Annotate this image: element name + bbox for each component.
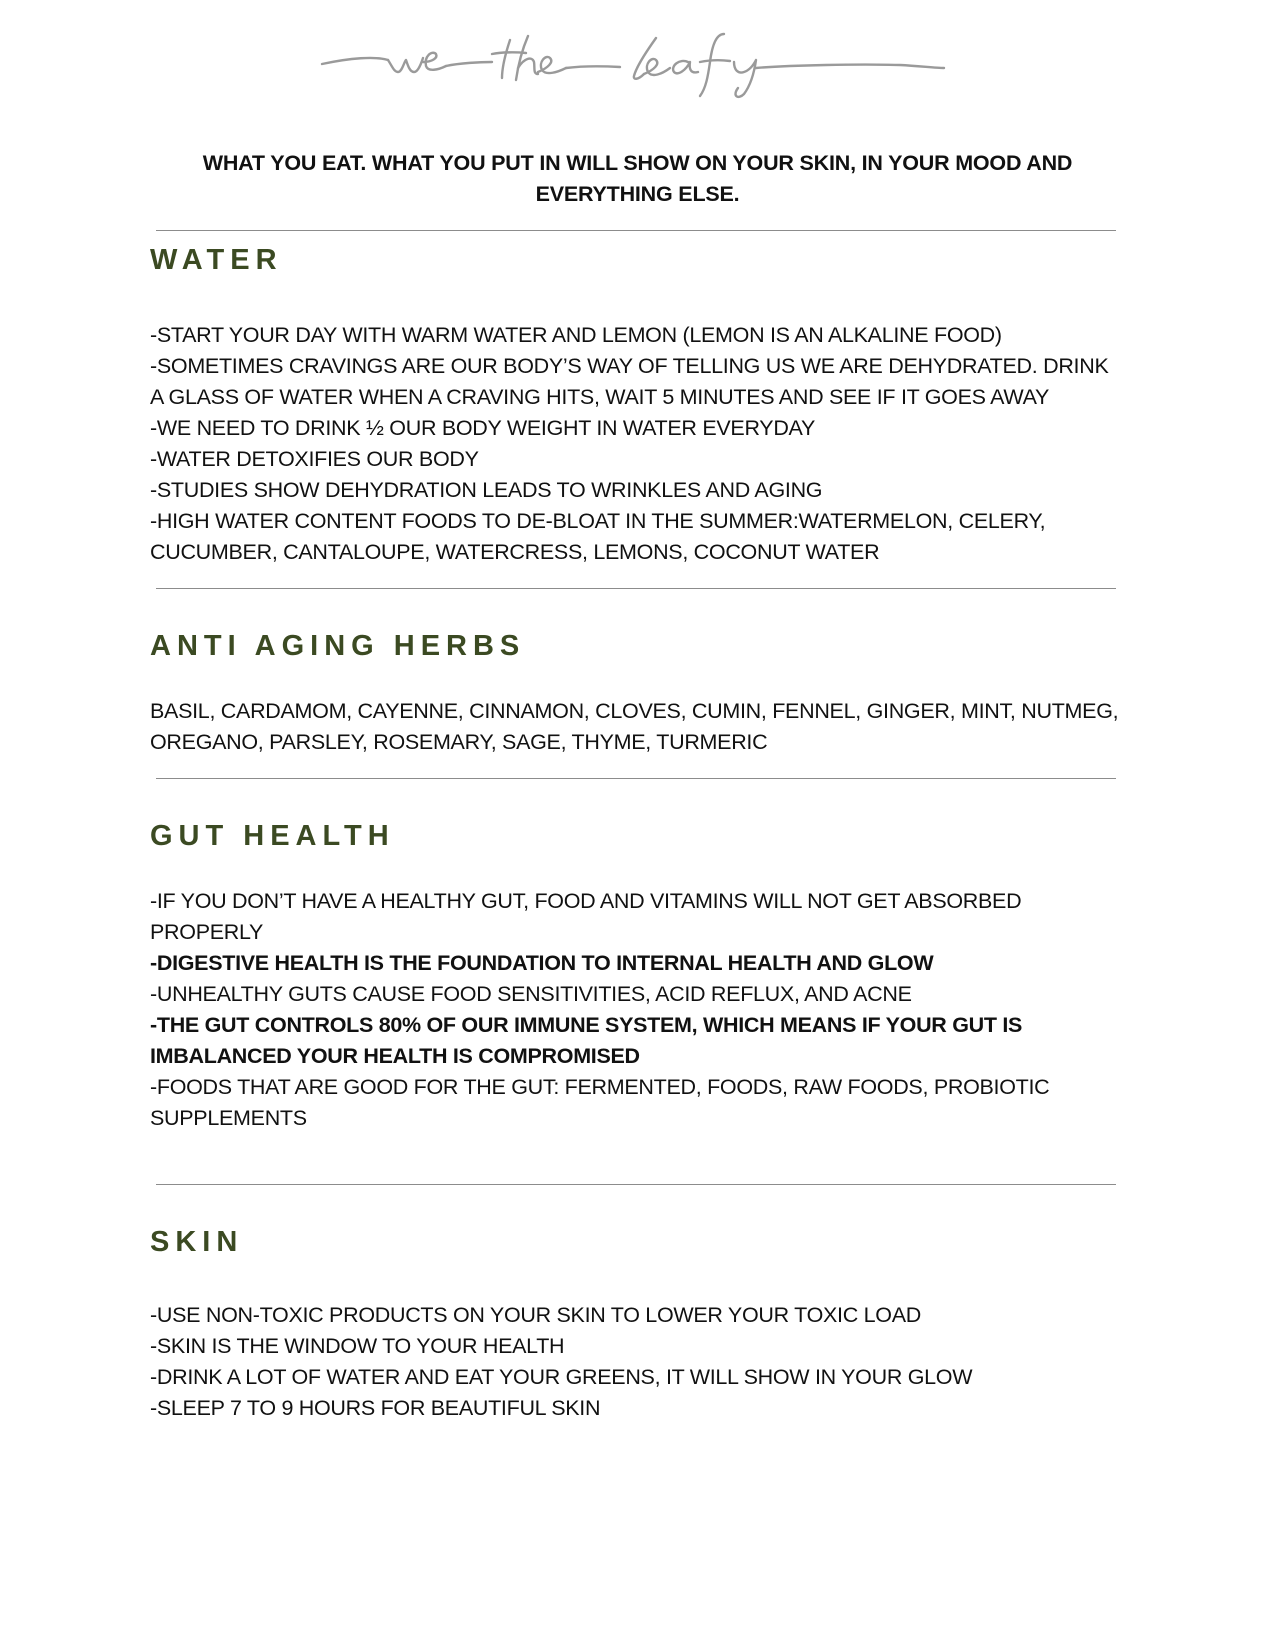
section-herbs-body [150,696,1125,758]
list-item: -DIGESTIVE HEALTH IS THE FOUNDATION TO INTERNAL HEALTH AND GLOW [150,951,934,975]
list-item: -STUDIES SHOW DEHYDRATION LEADS TO WRINKLES AND AGING [150,478,823,502]
list-item: -SLEEP 7 TO 9 HOURS FOR BEAUTIFUL SKIN [150,1396,601,1420]
list-item: -IF YOU DON’T HAVE A HEALTHY GUT, FOOD AND VITAMINS WILL NOT GET ABSORBED PROPERLY [150,889,1022,944]
list-item: -SOMETIMES CRAVINGS ARE OUR BODY’S WAY OF TELLING US WE ARE DEHYDRATED. DRINK A GLASS OF WATER WHEN A CRAVING HITS, WAIT 5 MINUTES AND SEE IF IT GOES AWAY [150,354,1109,409]
list-item: -THE GUT CONTROLS 80% OF OUR IMMUNE SYSTEM, WHICH MEANS IF YOUR GUT IS IMBALANCED YOUR HEALTH IS COMPROMISED [150,1013,1023,1068]
section-gut [150,819,1125,1134]
section-title-water: WATER [150,244,283,276]
section-water [150,243,1125,568]
list-item: -SKIN IS THE WINDOW TO YOUR HEALTH [150,1334,565,1358]
list-item: -UNHEALTHY GUTS CAUSE FOOD SENSITIVITIES, ACID REFLUX, AND ACNE [150,982,912,1006]
list-item: -DRINK A LOT OF WATER AND EAT YOUR GREENS, IT WILL SHOW IN YOUR GLOW [150,1365,973,1389]
list-item: -USE NON-TOXIC PRODUCTS ON YOUR SKIN TO LOWER YOUR TOXIC LOAD [150,1303,921,1327]
list-item: -START YOUR DAY WITH WARM WATER AND LEMON (LEMON IS AN ALKALINE FOOD) [150,323,1002,347]
list-item: -WATER DETOXIFIES OUR BODY [150,447,479,471]
section-skin [150,1225,1125,1424]
list-item: BASIL, CARDAMOM, CAYENNE, CINNAMON, CLOVES, CUMIN, FENNEL, GINGER, MINT, NUTMEG, OREGANO, PARSLEY, ROSEMARY, SAGE, THYME, TURMERIC [150,699,1119,754]
list-item: -WE NEED TO DRINK ½ OUR BODY WEIGHT IN WATER EVERYDAY [150,416,816,440]
divider [156,230,1116,231]
divider [156,1184,1116,1185]
section-herbs [150,629,1125,758]
section-title-skin: SKIN [150,1226,244,1258]
divider [156,778,1116,779]
section-title-herbs: ANTI AGING HERBS [150,630,526,662]
section-title-gut: GUT HEALTH [150,820,395,852]
list-item: -HIGH WATER CONTENT FOODS TO DE-BLOAT IN THE SUMMER:WATERMELON, CELERY, CUCUMBER, CANTALOUPE, WATERCRESS, LEMONS, COCONUT WATER [150,509,1046,564]
document-page [150,148,1125,1424]
section-skin-body [150,1300,1125,1424]
list-item: -FOODS THAT ARE GOOD FOR THE GUT: FERMENTED, FOODS, RAW FOODS, PROBIOTIC SUPPLEMENTS [150,1075,1050,1130]
section-water-body [150,320,1125,568]
section-gut-body [150,886,1125,1134]
divider [156,588,1116,589]
brand-logo [320,22,960,102]
headline: WHAT YOU EAT. WHAT YOU PUT IN WILL SHOW ON YOUR SKIN, IN YOUR MOOD AND EVERYTHING ELSE. [202,151,1073,206]
